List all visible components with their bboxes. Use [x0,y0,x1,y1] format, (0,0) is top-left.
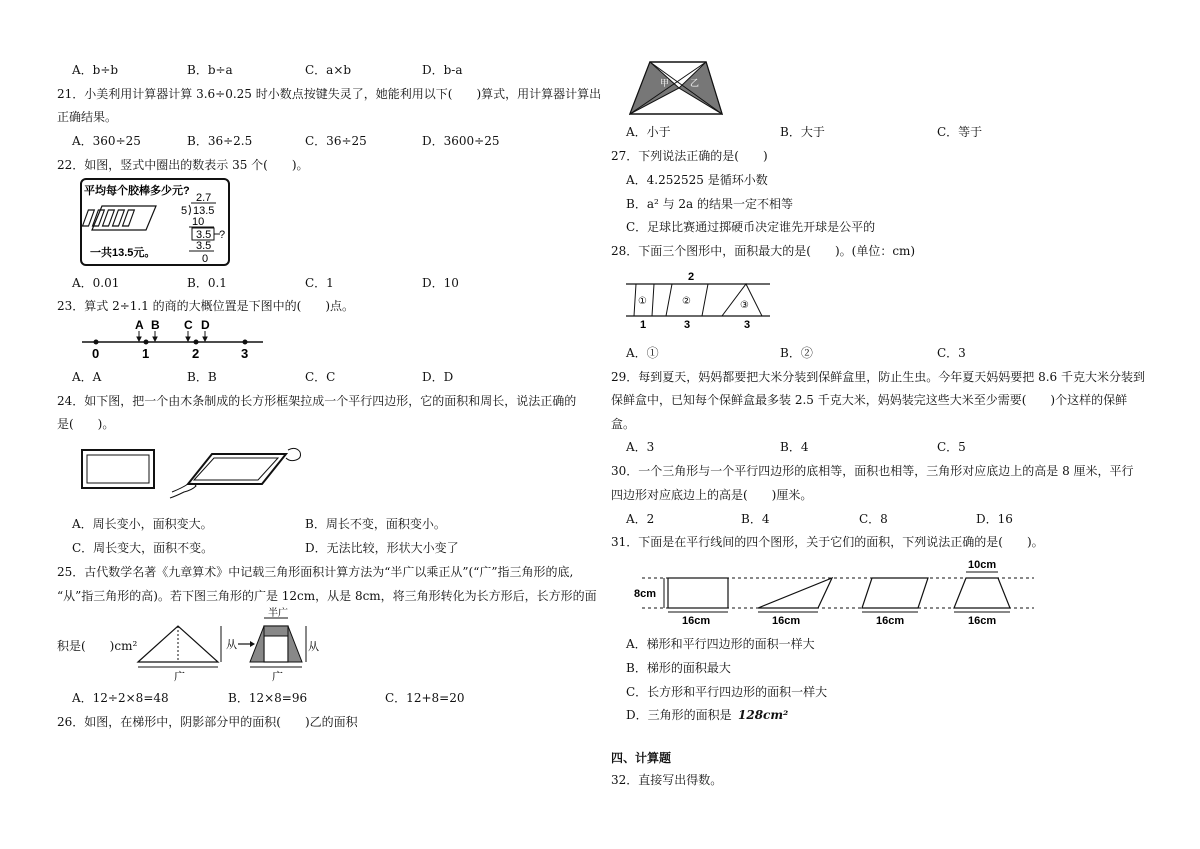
q22-r2: 3.5 [196,229,212,241]
q21-option-a[interactable]: A．360÷25 [72,134,141,148]
q29-stem-end: 盒。 [611,417,636,431]
q22-quotient: 2.7 [196,192,212,204]
q22-r4: 0 [202,253,209,265]
svg-text:①: ① [638,296,647,307]
q29-option-a[interactable]: A．3 [626,440,655,454]
q25-option-c[interactable]: C．12+8=20 [385,691,465,705]
q24-option-a[interactable]: A．周长变小，面积变大。 [72,517,213,531]
q23-option-a[interactable]: A．A [72,370,102,384]
q21-option-c[interactable]: C．36÷25 [305,134,367,148]
q22-option-b[interactable]: B．0.1 [187,276,227,290]
point-a-label: A [135,318,144,332]
q22-figure [80,178,230,266]
svg-text:3: 3 [241,346,249,361]
q25-stem-cont: “从”指三角形的高)。若下图三角形的广是 12cm，从是 8cm，将三角形转化为长方形后，长方形的面 [57,589,597,603]
q31-option-b[interactable]: B．梯形的面积最大 [626,661,731,675]
q20-option-d[interactable]: D．b-a [422,63,463,77]
q29-option-c[interactable]: C．5 [937,440,966,454]
svg-text:③: ③ [740,300,749,311]
q24-figure [76,440,306,500]
svg-text:16cm: 16cm [772,615,801,627]
q22-fig-total: 一共13.5元。 [90,247,156,259]
q27-stem: 27．下列说法正确的是( ) [611,149,768,163]
section-4-title: 四、计算题 [611,751,672,765]
q27-option-a[interactable]: A．4.252525 是循环小数 [626,173,768,187]
q30-stem: 30．一个三角形与一个平行四边形的底相等，面积也相等，三角形对应底边上的高是 8 厘米，平行 [611,464,1134,478]
q20-option-a[interactable]: A．b÷b [72,63,119,77]
q29-stem: 29．每到夏天，妈妈都要把大米分装到保鲜盒里，防止生虫。今年夏天妈妈要把 8.6 千克大米分装到 [611,370,1145,384]
svg-text:8cm: 8cm [634,588,657,600]
q28-figure [624,268,774,332]
q30-stem-cont: 四边形对应底边上的高是( )厘米。 [611,488,813,502]
q25-option-b[interactable]: B．12×8=96 [228,691,308,705]
q20-option-c[interactable]: C．a×b [305,63,352,77]
q24-option-c[interactable]: C．周长变大，面积不变。 [72,541,214,555]
q27-option-c[interactable]: C．足球比赛通过掷硬币决定谁先开球是公平的 [626,220,876,234]
q32-stem: 32．直接写出得数。 [611,773,723,787]
q28-option-a[interactable]: A．① [626,346,659,360]
q22-divisor: 5 [181,205,188,217]
q22-stem: 22．如图，竖式中圈出的数表示 35 个( )。 [57,158,309,172]
q31-option-c[interactable]: C．长方形和平行四边形的面积一样大 [626,685,828,699]
q23-option-b[interactable]: B．B [187,370,217,384]
q30-option-d[interactable]: D．16 [976,512,1013,526]
q22-fig-title: 平均每个胶棒多少元? [84,185,190,197]
svg-text:广: 广 [174,671,185,683]
q22-option-c[interactable]: C．1 [305,276,334,290]
q22-question-mark: ? [219,229,226,241]
svg-text:2: 2 [688,271,695,283]
q26-option-a[interactable]: A．小于 [626,125,671,139]
q23-option-d[interactable]: D．D [422,370,454,384]
q22-dividend: 13.5 [193,205,215,217]
svg-text:16cm: 16cm [968,615,997,627]
svg-text:16cm: 16cm [876,615,905,627]
q25-stem-end: 积是( )cm² [57,639,138,653]
q31-option-a[interactable]: A．梯形和平行四边形的面积一样大 [626,637,815,651]
svg-text:3: 3 [684,319,691,331]
q21-stem: 21．小美利用计算器计算 3.6÷0.25 时小数点按键失灵了，她能利用以下( )算式，用计算器计算出 [57,87,602,101]
q22-option-d[interactable]: D．10 [422,276,459,290]
q25-figure [132,610,317,682]
svg-text:2: 2 [192,346,200,361]
svg-text:16cm: 16cm [682,615,711,627]
q28-option-b[interactable]: B．② [780,346,813,360]
q26-trapezoid-figure [626,58,726,118]
q31-option-d[interactable]: D．三角形的面积是 [626,708,732,722]
q22-option-a[interactable]: A．0.01 [72,276,120,290]
svg-text:3: 3 [744,319,751,331]
region-jia-label: 甲 [660,78,670,88]
q31-option-d-value: 128cm² [738,708,789,722]
q27-option-b[interactable]: B．a² 与 2a 的结果一定不相等 [626,197,794,211]
q28-stem: 28．下面三个图形中，面积最大的是( )。(单位：cm) [611,244,916,258]
region-yi-label: 乙 [690,78,700,88]
q25-base-label-2: 广 [272,671,283,683]
q31-stem: 31．下面是在平行线间的四个图形，关于它们的面积，下列说法正确的是( )。 [611,535,1044,549]
q30-option-c[interactable]: C．8 [859,512,888,526]
q30-option-b[interactable]: B．4 [741,512,770,526]
svg-text:1: 1 [640,319,647,331]
svg-text:②: ② [682,296,691,307]
svg-text:10cm: 10cm [968,559,997,571]
q23-stem: 23．算式 2÷1.1 的商的大概位置是下图中的( )点。 [57,299,355,313]
q23-option-c[interactable]: C．C [305,370,336,384]
hands-icon [170,448,301,498]
q26-option-b[interactable]: B．大于 [780,125,825,139]
q24-option-d[interactable]: D．无法比较，形状大小变了 [305,541,459,555]
q29-stem-cont: 保鲜盒中，已知每个保鲜盒最多装 2.5 千克大米，妈妈装完这些大米至少需要( )个这样的保鲜 [611,393,1128,407]
q24-option-b[interactable]: B．周长不变，面积变小。 [305,517,446,531]
q21-option-d[interactable]: D．3600÷25 [422,134,500,148]
q20-option-b[interactable]: B．b÷a [187,63,233,77]
svg-text:1: 1 [142,346,150,361]
q26-option-c[interactable]: C．等于 [937,125,983,139]
parallelogram-frame-icon [188,454,286,484]
q28-option-c[interactable]: C．3 [937,346,966,360]
svg-text:从: 从 [226,639,237,651]
svg-text:半广: 半广 [268,608,288,619]
q23-number-line [78,316,268,362]
point-d-label: D [201,318,210,332]
point-b-label: B [151,318,160,332]
q24-stem-cont: 是( )。 [57,417,115,431]
q24-stem: 24．如下图，把一个由木条制成的长方形框架拉成一个平行四边形，它的面积和周长，说法正确的 [57,394,577,408]
q25-option-a[interactable]: A．12÷2×8=48 [72,691,169,705]
q21-stem-cont: 正确结果。 [57,110,118,124]
q30-option-a[interactable]: A．2 [626,512,655,526]
q25-height-label-2: 从 [308,641,319,653]
q26-stem: 26．如图，在梯形中，阴影部分甲的面积( )乙的面积 [57,715,358,729]
point-c-label: C [184,318,193,332]
q31-figure [632,556,1036,630]
q29-option-b[interactable]: B．4 [780,440,809,454]
q25-stem: 25．古代数学名著《九章算术》中记载三角形面积计算方法为“半广以乘正从”(“广”指三角形的底, [57,565,574,579]
q22-r1: 10 [192,216,205,228]
q21-option-b[interactable]: B．36÷2.5 [187,134,253,148]
q22-r3: 3.5 [196,240,212,252]
svg-text:0: 0 [92,346,100,361]
